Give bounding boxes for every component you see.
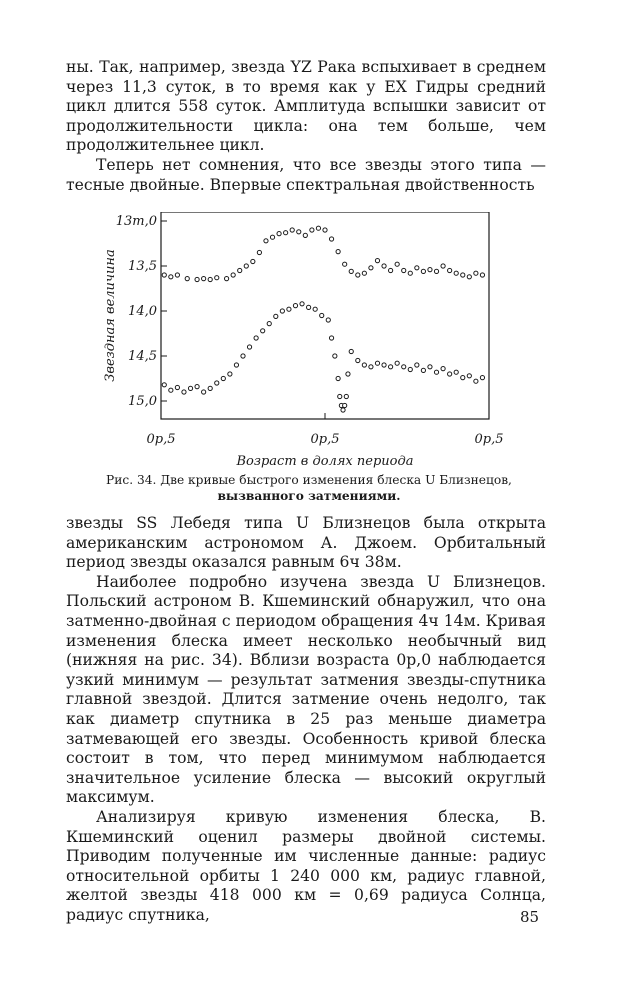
- lower-curve-point: [454, 370, 458, 374]
- lower-curve-point: [215, 381, 219, 385]
- y-tick-label: 14,0: [128, 304, 157, 319]
- x-tick-label: 0р,5: [474, 432, 504, 447]
- upper-curve-point: [415, 266, 419, 270]
- lower-curve-point: [356, 358, 360, 362]
- lower-curve-point: [221, 376, 225, 380]
- y-tick-label: 13т,0: [115, 214, 157, 229]
- upper-curve-point: [284, 231, 288, 235]
- upper-curve-point: [356, 273, 360, 277]
- lower-curve-point: [362, 363, 366, 367]
- upper-curve-point: [162, 273, 166, 277]
- upper-curve-point: [225, 277, 229, 281]
- lower-curve-point: [428, 365, 432, 369]
- lower-curve-point: [247, 345, 251, 349]
- upper-curve-point: [402, 268, 406, 272]
- upper-curve-point: [251, 259, 255, 263]
- lower-curve-point: [188, 386, 192, 390]
- upper-curve-point: [208, 277, 212, 281]
- lower-curve-point: [274, 314, 278, 318]
- upper-curve-point: [395, 262, 399, 266]
- upper-curve-point: [238, 268, 242, 272]
- lower-curve-point: [287, 307, 291, 311]
- figure-34: [66, 212, 546, 512]
- lower-curve-point: [326, 318, 330, 322]
- upper-curve-point: [336, 250, 340, 254]
- upper-curve-point: [195, 277, 199, 281]
- upper-curve-point: [202, 277, 206, 281]
- lower-curve-point: [241, 354, 245, 358]
- upper-curve-point: [303, 233, 307, 237]
- lower-curve-point: [202, 390, 206, 394]
- upper-curve-point: [323, 228, 327, 232]
- upper-curve-point: [290, 228, 294, 232]
- lower-curve-point: [344, 394, 348, 398]
- lower-curve-point: [474, 379, 478, 383]
- upper-curve-point: [454, 271, 458, 275]
- upper-curve-point: [441, 264, 445, 268]
- figure-caption: [70, 472, 548, 504]
- lower-curve-point: [307, 305, 311, 309]
- upper-curve-point: [215, 276, 219, 280]
- lower-curve-point: [421, 368, 425, 372]
- lower-curve-point: [349, 349, 353, 353]
- x-axis-label: Возраст в долях периода: [236, 454, 414, 469]
- caption-line-1: Рис. 34. Две кривые быстрого изменения блеска U Близнецов,: [106, 473, 512, 487]
- lower-curve-point: [338, 394, 342, 398]
- upper-curve-point: [434, 269, 438, 273]
- lower-curve-point: [336, 376, 340, 380]
- lower-curve-point: [267, 322, 271, 326]
- upper-curve-point: [362, 271, 366, 275]
- upper-curve-point: [349, 269, 353, 273]
- lower-curve-point: [234, 363, 238, 367]
- upper-curve-point: [343, 262, 347, 266]
- lower-curve-point: [313, 307, 317, 311]
- lower-curve-point: [382, 363, 386, 367]
- upper-curve-point: [467, 275, 471, 279]
- upper-curve-point: [421, 269, 425, 273]
- lower-curve-point: [195, 385, 199, 389]
- lower-curve-point: [333, 354, 337, 358]
- page-number: 85: [520, 908, 540, 926]
- lower-curve-point: [448, 372, 452, 376]
- upper-curve-point: [316, 226, 320, 230]
- upper-curve-point: [257, 250, 261, 254]
- upper-curve-point: [185, 277, 189, 281]
- lower-curve-point: [208, 386, 212, 390]
- lower-curve-point: [182, 390, 186, 394]
- y-tick-label: 14,5: [128, 349, 157, 364]
- upper-curve-point: [310, 228, 314, 232]
- lower-curve-point: [415, 363, 419, 367]
- lower-curve-point: [434, 370, 438, 374]
- lower-curve-point: [375, 361, 379, 365]
- lower-curve-point: [369, 365, 373, 369]
- lower-curve-point: [162, 383, 166, 387]
- lower-curve-point: [261, 329, 265, 333]
- lower-curve-point: [254, 336, 258, 340]
- upper-curve-point: [270, 235, 274, 239]
- lower-curve-point: [467, 374, 471, 378]
- lower-curve-point: [169, 388, 173, 392]
- caption-line-2: вызванного затмениями.: [217, 489, 401, 503]
- lower-curve-point: [441, 367, 445, 371]
- lower-curve-point: [300, 302, 304, 306]
- upper-curve-point: [369, 266, 373, 270]
- paragraph-u-geminorum: Наиболее подробно изучена звезда U Близнецов. Польский астроном В. Кшеминский обнаружил, что она затменно-двойная с периодом обращения 4ч 14м. Кривая изменения блеска имеет несколько необычный вид (нижняя на рис. 34). Вблизи возраста 0р,0 наблюдается узкий минимум — результат затмения звезды-спутника главной звездой. Длится затмение очень недолго, так как диаметр спутника в 25 раз меньше диаметра затмевающей его звезды. Особенность кривой блеска состоит в том, что перед минимумом наблюдается значительное усиление блеска — высокий округлый максимум.: [66, 572, 546, 807]
- lower-curve-point: [461, 376, 465, 380]
- x-tick-label: 0р,5: [146, 432, 176, 447]
- lower-curve-point: [175, 385, 179, 389]
- upper-curve-point: [297, 230, 301, 234]
- lower-curve-point: [329, 336, 333, 340]
- x-tick-label: 0р,5: [310, 432, 340, 447]
- lower-curve-point: [280, 309, 284, 313]
- paragraph-analysis: Анализируя кривую изменения блеска, В. Кшеминский оценил размеры двойной системы. Приводим полученные им численные данные: радиус относительной орбиты 1 240 000 км, радиус главной, желтой звезды 418 000 км = 0,69 радиуса Солнца, радиус спутника,: [66, 807, 546, 924]
- upper-curve-point: [461, 273, 465, 277]
- body-text-bottom: [66, 514, 546, 925]
- upper-curve-point: [329, 237, 333, 241]
- upper-curve-point: [408, 271, 412, 275]
- y-axis-label: Звездная величина: [103, 249, 118, 382]
- lower-curve-point: [346, 372, 350, 376]
- upper-curve-point: [169, 275, 173, 279]
- lower-curve-point: [480, 376, 484, 380]
- paragraph-binary-stars: Теперь нет сомнения, что все звезды этого типа — тесные двойные. Впервые спектральная двойственность: [66, 155, 546, 194]
- upper-curve-point: [480, 273, 484, 277]
- y-tick-label: 15,0: [128, 394, 157, 409]
- upper-curve-point: [175, 273, 179, 277]
- lower-curve-point: [395, 361, 399, 365]
- upper-curve-point: [277, 232, 281, 236]
- lower-curve-point: [341, 408, 345, 412]
- lower-curve-point: [343, 403, 347, 407]
- upper-curve-point: [448, 268, 452, 272]
- body-text-top: [66, 58, 546, 195]
- upper-curve-point: [428, 268, 432, 272]
- upper-curve-point: [231, 273, 235, 277]
- light-curve-chart: [66, 212, 546, 482]
- paragraph-continuation: ны. Так, например, звезда YZ Рака вспыхивает в среднем через 11,3 суток, в то время как у EX Гидры средний цикл длится 558 суток. Амплитуда вспышки зависит от продолжительности цикла: она тем больше, чем продолжительнее цикл.: [66, 58, 546, 155]
- paragraph-ss-cygni: звезды SS Лебедя типа U Близнецов была открыта американским астрономом А. Джоем. Орбитальный период звезды оказался равным 6ч 38м.: [66, 514, 546, 572]
- upper-curve-point: [244, 264, 248, 268]
- upper-curve-point: [375, 259, 379, 263]
- upper-curve-point: [474, 271, 478, 275]
- upper-curve-point: [264, 239, 268, 243]
- y-tick-label: 13,5: [128, 259, 157, 274]
- lower-curve-point: [389, 365, 393, 369]
- lower-curve-point: [408, 367, 412, 371]
- lower-curve-point: [402, 365, 406, 369]
- lower-curve-point: [320, 313, 324, 317]
- lower-curve-point: [228, 372, 232, 376]
- upper-curve-point: [389, 268, 393, 272]
- upper-curve-point: [382, 264, 386, 268]
- lower-curve-point: [293, 304, 297, 308]
